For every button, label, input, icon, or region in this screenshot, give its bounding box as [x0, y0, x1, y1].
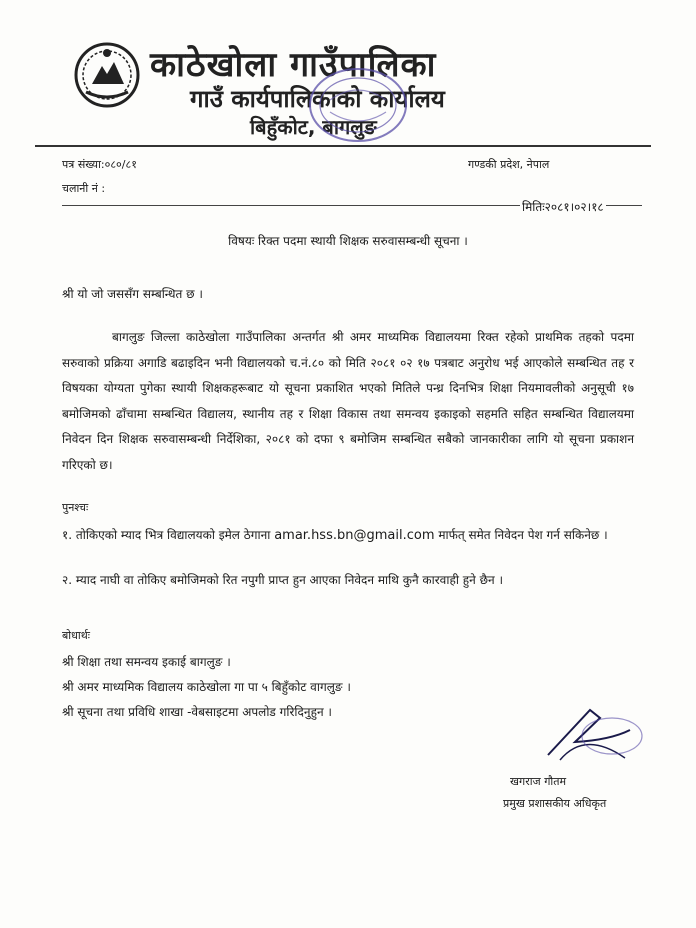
office-location: बिहुँकोट, बागलुङ [250, 115, 377, 139]
postscript-item-1 [62, 522, 622, 549]
postscript-item-1-tail: मार्फत् समेत निवेदन पेश गर्न सकिनेछ । [438, 528, 608, 542]
letter-date: मितिः२०८१।०२।१८ [522, 200, 604, 214]
office-name: काठेखोला गाउँपालिका [150, 45, 437, 85]
province-label: गण्डकी प्रदेश, नेपाल [468, 158, 550, 171]
reference-number: पत्र संख्या:०८०/८१ [62, 158, 137, 171]
office-seal-stamp-icon [300, 60, 410, 150]
postscript-item-2: २. म्याद नाघी वा तोकिए बमोजिमको रित नपुगी प्राप्त हुन आएका निवेदन माथि कुनै कारवाही हुने छैन । [62, 573, 504, 587]
copy-recipient: श्री सूचना तथा प्रविधि शाखा -वेबसाइटमा अपलोड गरिदिनुहुन । [62, 705, 332, 719]
copies-title: बोधार्थः [62, 629, 90, 642]
copies-list [62, 650, 351, 725]
postscript-title: पुनश्चः [62, 501, 89, 514]
signature-icon [530, 700, 650, 770]
signatory-name: खगराज गौतम [510, 775, 567, 788]
postscript-item-1-text: १. तोकिएको म्याद भित्र विद्यालयको इमेल ठेगाना [62, 528, 271, 542]
copy-recipient: श्री शिक्षा तथा समन्वय इकाई बागलुङ । [62, 655, 231, 669]
notice-body: बागलुङ जिल्ला काठेखोला गाउँपालिका अन्तर्गत श्री अमर माध्यमिक विद्यालयमा रिक्त रहेको प्राथमिक तहको पदमा सरुवाको प्रक्रिया अगाडि बढाइदिन भनी विद्यालयको च.नं.८० को मिति २०८१ ०२ १७ पत्रबाट अनुरोध भई आएकोले सम्बन्धित तह र विषयका योग्यता पुगेका स्थायी शिक्षकहरूबाट यो सूचना प्रकाशित भएको मितिले पन्ध्र दिनभित्र शिक्षा नियमावलीको अनुसूची १७ बमोजिमको ढाँचामा सम्बन्धित विद्यालय, स्थानीय तह र शिक्षा विकास तथा समन्वय इकाइको सहमति सहित सम्बन्धित विद्यालयमा निवेदन दिन शिक्षक सरुवासम्बन्धी निर्देशिका, २०८१ को दफा ९ बमोजिम सम्बन्धित सबैको जानकारीका लागि यो सूचना प्रकाशन गरिएको छ। [62, 330, 634, 472]
office-subtitle: गाउँ कार्यपालिकाको कार्यालय [190, 85, 445, 113]
signatory-designation: प्रमुख प्रशासकीय अधिकृत [503, 797, 607, 810]
dispatch-number: चलानी नं : [62, 182, 106, 195]
copy-recipient: श्री अमर माध्यमिक विद्यालय काठेखोला गा पा ५ बिहुँकोट वागलुङ । [62, 680, 351, 694]
school-email: amar.hss.bn@gmail.com [274, 528, 435, 543]
nepal-emblem-icon [72, 40, 142, 110]
subject-line: विषयः रिक्त पदमा स्थायी शिक्षक सरुवासम्बन्धी सूचना । [228, 234, 468, 248]
salutation: श्री यो जो जससँग सम्बन्धित छ । [62, 287, 203, 301]
header-divider [35, 145, 651, 147]
